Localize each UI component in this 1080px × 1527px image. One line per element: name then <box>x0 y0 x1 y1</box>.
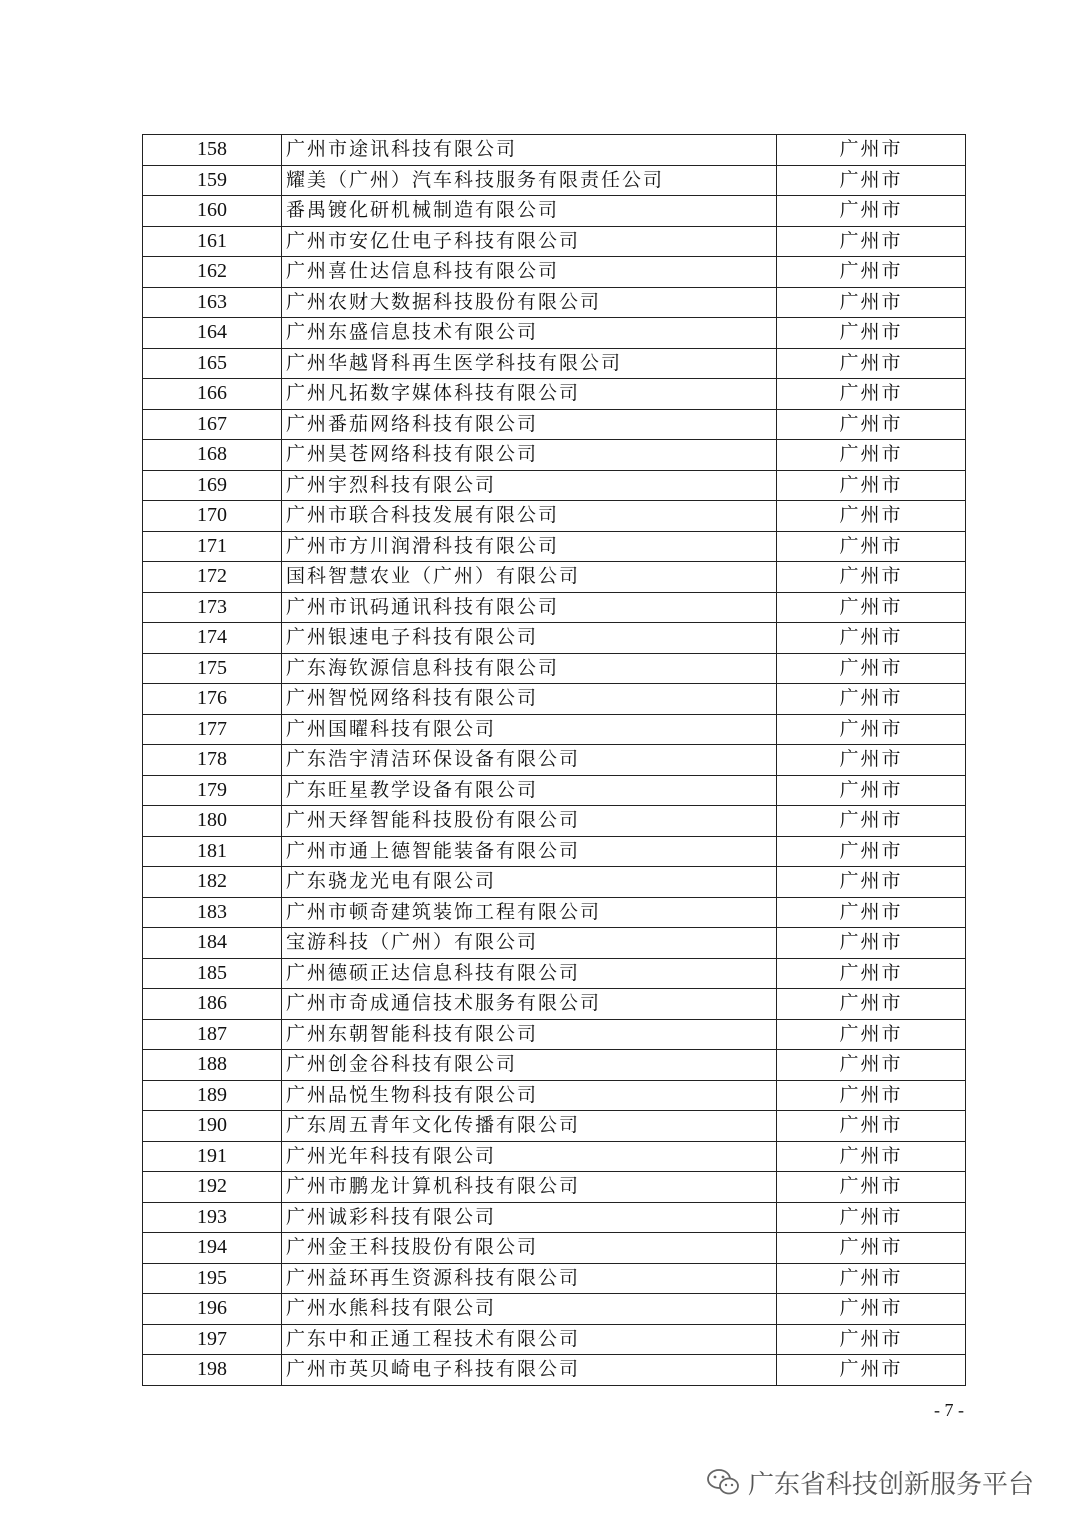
company-name: 广东中和正通工程技术有限公司 <box>282 1324 777 1355</box>
table-row <box>143 1233 966 1264</box>
city-name: 广州市 <box>777 775 966 806</box>
company-name: 广东旺星教学设备有限公司 <box>282 775 777 806</box>
company-name: 广州喜仕达信息科技有限公司 <box>282 257 777 288</box>
city-name: 广州市 <box>777 1111 966 1142</box>
company-name: 广州市方川润滑科技有限公司 <box>282 531 777 562</box>
city-name: 广州市 <box>777 135 966 166</box>
table-row <box>143 1355 966 1386</box>
row-number: 188 <box>143 1050 282 1081</box>
row-number: 174 <box>143 623 282 654</box>
company-name: 广州市途讯科技有限公司 <box>282 135 777 166</box>
city-name: 广州市 <box>777 714 966 745</box>
table-row <box>143 226 966 257</box>
table-row <box>143 379 966 410</box>
row-number: 179 <box>143 775 282 806</box>
company-name: 广东周五青年文化传播有限公司 <box>282 1111 777 1142</box>
row-number: 176 <box>143 684 282 715</box>
row-number: 178 <box>143 745 282 776</box>
row-number: 190 <box>143 1111 282 1142</box>
city-name: 广州市 <box>777 806 966 837</box>
city-name: 广州市 <box>777 1355 966 1386</box>
table-row <box>143 592 966 623</box>
table-row <box>143 501 966 532</box>
row-number: 160 <box>143 196 282 227</box>
company-name: 广州益环再生资源科技有限公司 <box>282 1263 777 1294</box>
row-number: 195 <box>143 1263 282 1294</box>
row-number: 186 <box>143 989 282 1020</box>
city-name: 广州市 <box>777 287 966 318</box>
row-number: 192 <box>143 1172 282 1203</box>
company-name: 广州宇烈科技有限公司 <box>282 470 777 501</box>
company-name: 广州市安亿仕电子科技有限公司 <box>282 226 777 257</box>
table-row <box>143 196 966 227</box>
table-row <box>143 897 966 928</box>
company-name: 广州光年科技有限公司 <box>282 1141 777 1172</box>
row-number: 173 <box>143 592 282 623</box>
city-name: 广州市 <box>777 928 966 959</box>
table-row <box>143 745 966 776</box>
row-number: 161 <box>143 226 282 257</box>
company-name: 广州市通上德智能装备有限公司 <box>282 836 777 867</box>
row-number: 171 <box>143 531 282 562</box>
city-name: 广州市 <box>777 165 966 196</box>
row-number: 184 <box>143 928 282 959</box>
company-name: 广州天绎智能科技股份有限公司 <box>282 806 777 837</box>
city-name: 广州市 <box>777 348 966 379</box>
row-number: 163 <box>143 287 282 318</box>
city-name: 广州市 <box>777 531 966 562</box>
table-row <box>143 867 966 898</box>
row-number: 159 <box>143 165 282 196</box>
table-row <box>143 714 966 745</box>
table-row <box>143 623 966 654</box>
city-name: 广州市 <box>777 623 966 654</box>
city-name: 广州市 <box>777 409 966 440</box>
city-name: 广州市 <box>777 379 966 410</box>
row-number: 181 <box>143 836 282 867</box>
row-number: 170 <box>143 501 282 532</box>
company-name: 广州东朝智能科技有限公司 <box>282 1019 777 1050</box>
row-number: 187 <box>143 1019 282 1050</box>
city-name: 广州市 <box>777 1294 966 1325</box>
table-row <box>143 684 966 715</box>
row-number: 180 <box>143 806 282 837</box>
table-row <box>143 470 966 501</box>
wechat-icon <box>706 1467 740 1497</box>
row-number: 193 <box>143 1202 282 1233</box>
company-name: 广州市奇成通信技术服务有限公司 <box>282 989 777 1020</box>
table-row <box>143 318 966 349</box>
city-name: 广州市 <box>777 867 966 898</box>
row-number: 182 <box>143 867 282 898</box>
table-row <box>143 287 966 318</box>
city-name: 广州市 <box>777 470 966 501</box>
table-row <box>143 1111 966 1142</box>
city-name: 广州市 <box>777 1080 966 1111</box>
row-number: 196 <box>143 1294 282 1325</box>
company-name: 广州银速电子科技有限公司 <box>282 623 777 654</box>
company-list-table <box>142 134 966 1386</box>
city-name: 广州市 <box>777 257 966 288</box>
company-name: 广州东盛信息技术有限公司 <box>282 318 777 349</box>
company-name: 广州市联合科技发展有限公司 <box>282 501 777 532</box>
company-name: 广州创金谷科技有限公司 <box>282 1050 777 1081</box>
city-name: 广州市 <box>777 989 966 1020</box>
company-name: 广州品悦生物科技有限公司 <box>282 1080 777 1111</box>
company-name: 番禺镀化研机械制造有限公司 <box>282 196 777 227</box>
table-row <box>143 1019 966 1050</box>
city-name: 广州市 <box>777 1263 966 1294</box>
page-number: - 7 - <box>934 1400 964 1420</box>
table-row <box>143 409 966 440</box>
row-number: 165 <box>143 348 282 379</box>
row-number: 177 <box>143 714 282 745</box>
city-name: 广州市 <box>777 897 966 928</box>
city-name: 广州市 <box>777 745 966 776</box>
company-name: 广州市鹏龙计算机科技有限公司 <box>282 1172 777 1203</box>
table-row <box>143 836 966 867</box>
table-row <box>143 1172 966 1203</box>
row-number: 168 <box>143 440 282 471</box>
row-number: 194 <box>143 1233 282 1264</box>
table-row <box>143 653 966 684</box>
company-name: 宝游科技（广州）有限公司 <box>282 928 777 959</box>
row-number: 172 <box>143 562 282 593</box>
company-name: 广州番茄网络科技有限公司 <box>282 409 777 440</box>
city-name: 广州市 <box>777 318 966 349</box>
table-row <box>143 531 966 562</box>
company-name: 广州昊苍网络科技有限公司 <box>282 440 777 471</box>
row-number: 158 <box>143 135 282 166</box>
company-name: 广东海钦源信息科技有限公司 <box>282 653 777 684</box>
city-name: 广州市 <box>777 653 966 684</box>
table-row <box>143 989 966 1020</box>
row-number: 162 <box>143 257 282 288</box>
city-name: 广州市 <box>777 1324 966 1355</box>
table-row <box>143 257 966 288</box>
city-name: 广州市 <box>777 226 966 257</box>
row-number: 191 <box>143 1141 282 1172</box>
wechat-watermark <box>706 1462 1034 1502</box>
company-name: 广东骁龙光电有限公司 <box>282 867 777 898</box>
city-name: 广州市 <box>777 1019 966 1050</box>
row-number: 185 <box>143 958 282 989</box>
row-number: 166 <box>143 379 282 410</box>
row-number: 183 <box>143 897 282 928</box>
city-name: 广州市 <box>777 1050 966 1081</box>
table-row <box>143 1294 966 1325</box>
table-row <box>143 348 966 379</box>
row-number: 175 <box>143 653 282 684</box>
table-row <box>143 562 966 593</box>
company-name: 耀美（广州）汽车科技服务有限责任公司 <box>282 165 777 196</box>
city-name: 广州市 <box>777 684 966 715</box>
table-row <box>143 165 966 196</box>
city-name: 广州市 <box>777 1141 966 1172</box>
city-name: 广州市 <box>777 562 966 593</box>
company-name: 国科智慧农业（广州）有限公司 <box>282 562 777 593</box>
company-name: 广州水熊科技有限公司 <box>282 1294 777 1325</box>
table-row <box>143 958 966 989</box>
table-row <box>143 1263 966 1294</box>
city-name: 广州市 <box>777 501 966 532</box>
company-name: 广州市顿奇建筑装饰工程有限公司 <box>282 897 777 928</box>
row-number: 197 <box>143 1324 282 1355</box>
city-name: 广州市 <box>777 1233 966 1264</box>
table-row <box>143 1324 966 1355</box>
company-name: 广州农财大数据科技股份有限公司 <box>282 287 777 318</box>
table-row <box>143 928 966 959</box>
company-name: 广州凡拓数字媒体科技有限公司 <box>282 379 777 410</box>
row-number: 189 <box>143 1080 282 1111</box>
company-name: 广州智悦网络科技有限公司 <box>282 684 777 715</box>
city-name: 广州市 <box>777 836 966 867</box>
row-number: 198 <box>143 1355 282 1386</box>
watermark-text: 广东省科技创新服务平台 <box>748 1469 1035 1500</box>
company-name: 广州金王科技股份有限公司 <box>282 1233 777 1264</box>
table-row <box>143 1141 966 1172</box>
table-body <box>143 135 966 1386</box>
city-name: 广州市 <box>777 1172 966 1203</box>
city-name: 广州市 <box>777 958 966 989</box>
table-row <box>143 806 966 837</box>
company-name: 广州市英贝崎电子科技有限公司 <box>282 1355 777 1386</box>
city-name: 广州市 <box>777 592 966 623</box>
table-row <box>143 1050 966 1081</box>
row-number: 164 <box>143 318 282 349</box>
city-name: 广州市 <box>777 1202 966 1233</box>
city-name: 广州市 <box>777 196 966 227</box>
company-name: 广州市讯码通讯科技有限公司 <box>282 592 777 623</box>
city-name: 广州市 <box>777 440 966 471</box>
company-name: 广州德硕正达信息科技有限公司 <box>282 958 777 989</box>
company-name: 广州国曜科技有限公司 <box>282 714 777 745</box>
table-row <box>143 1080 966 1111</box>
row-number: 167 <box>143 409 282 440</box>
table-row <box>143 440 966 471</box>
table-row <box>143 135 966 166</box>
company-name: 广东浩宇清洁环保设备有限公司 <box>282 745 777 776</box>
table-row <box>143 775 966 806</box>
table-row <box>143 1202 966 1233</box>
row-number: 169 <box>143 470 282 501</box>
company-name: 广州诚彩科技有限公司 <box>282 1202 777 1233</box>
company-name: 广州华越肾科再生医学科技有限公司 <box>282 348 777 379</box>
